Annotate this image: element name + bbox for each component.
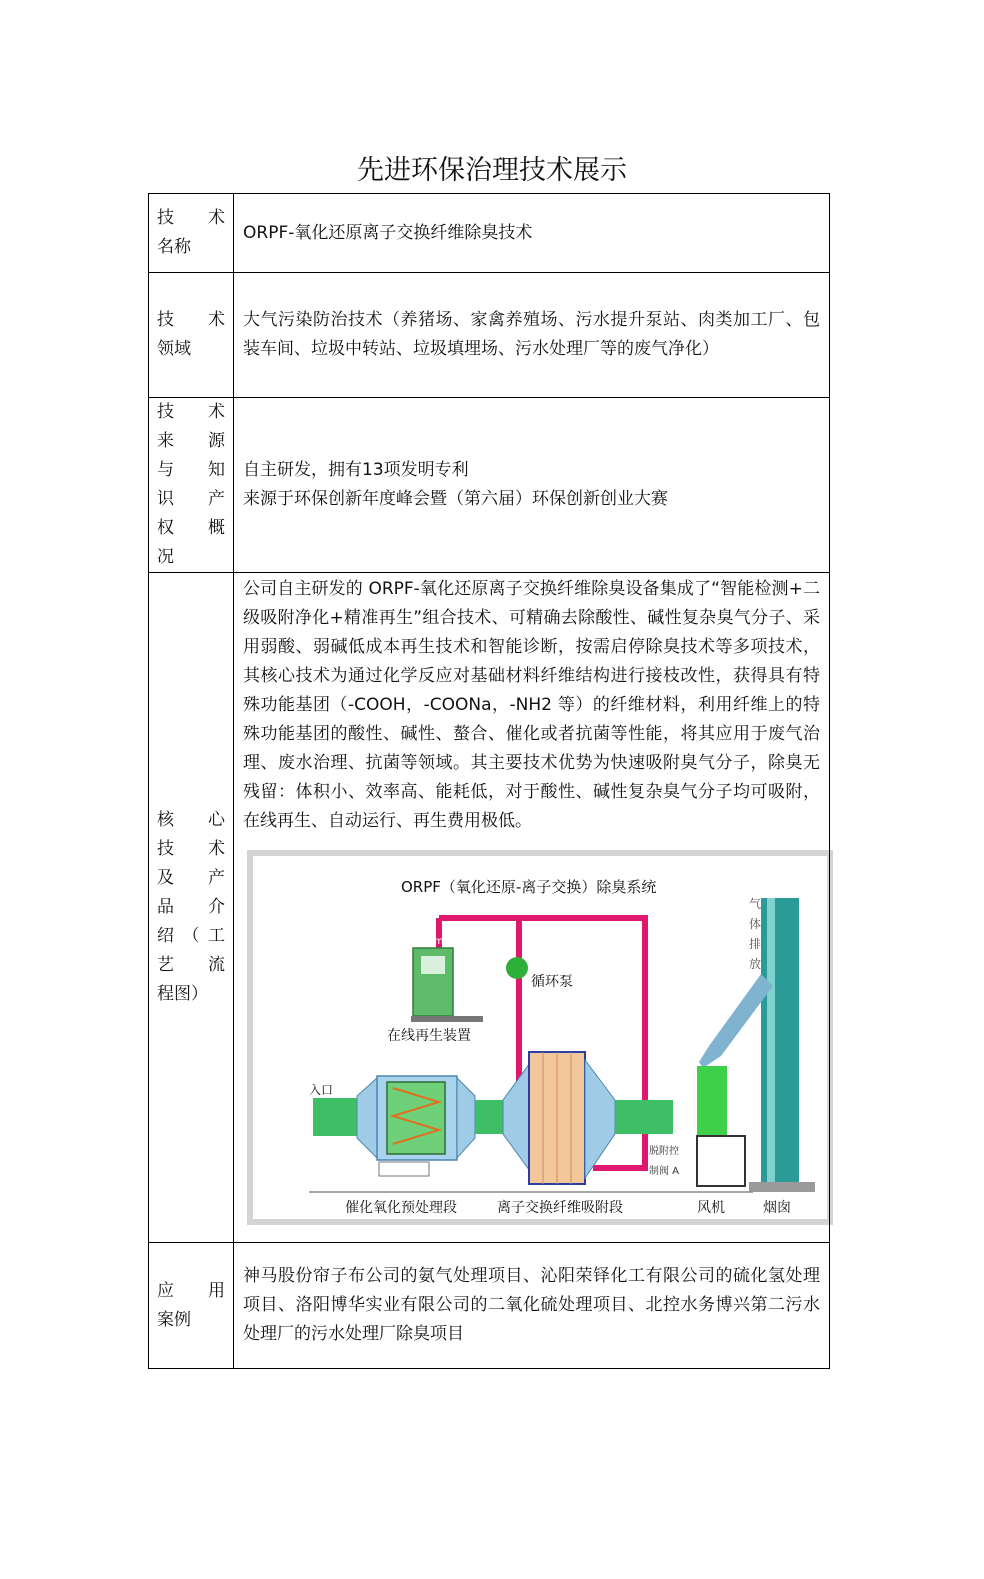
chimney-label: 烟囱	[763, 1200, 791, 1216]
tech-name-text: ORPF-氧化还原离子交换纤维除臭技术	[243, 222, 533, 243]
row-content-tech-field	[234, 273, 830, 398]
fan-label: 风机	[697, 1200, 725, 1216]
row-label-cases	[149, 1243, 234, 1369]
chimney-highlight	[767, 898, 775, 1190]
label-line: 品 介	[157, 897, 225, 917]
exhaust-label: 气	[749, 897, 762, 911]
outlet-duct	[615, 1100, 673, 1134]
table-row	[149, 573, 830, 1243]
stage-2-label: 离子交换纤维吸附段	[497, 1200, 623, 1216]
label-line: 况	[157, 547, 174, 567]
label-line: 与 知	[157, 460, 225, 480]
row-label-tech-source	[149, 398, 234, 573]
watermark: ye.com	[407, 936, 444, 947]
stage2-outlet-cone	[585, 1060, 615, 1178]
label-line: 技 术	[157, 208, 225, 228]
exhaust-label: 放	[749, 957, 762, 971]
row-content-cases	[234, 1243, 830, 1369]
table-row	[149, 273, 830, 398]
exhaust-label: 排	[749, 937, 762, 951]
label-line: 名称	[157, 237, 191, 257]
stage1-outlet-cone	[457, 1078, 475, 1158]
chimney-base	[749, 1182, 815, 1192]
label-line: 识 产	[157, 489, 225, 509]
tech-source-line: 自主研发，拥有13项发明专利	[243, 460, 469, 480]
table-row	[149, 398, 830, 573]
cases-text: 神马股份帘子布公司的氨气处理项目、沁阳荣铎化工有限公司的硫化氢处理项目、洛阳博华实业有限公司的二氧化硫处理项目、北控水务博兴第二污水处理厂的污水处理厂除臭项目	[243, 1266, 820, 1344]
row-content-core-tech	[234, 573, 830, 1243]
stage-connector	[475, 1100, 503, 1134]
regen-device-base	[411, 1016, 483, 1022]
tech-info-table	[148, 193, 830, 1369]
diagram-title: ORPF（氧化还原-离子交换）除臭系统	[401, 878, 657, 896]
tech-source-line: 来源于环保创新年度峰会暨（第六届）环保创新创业大赛	[243, 489, 668, 509]
stage-1-label: 催化氧化预处理段	[345, 1200, 457, 1216]
label-line: 权 概	[157, 518, 225, 538]
row-content-tech-source	[234, 398, 830, 573]
label-line: 技 术	[157, 839, 225, 859]
regen-device-screen	[421, 956, 445, 974]
valve-label: 制阀 A	[649, 1166, 680, 1177]
label-line: 技 术	[157, 310, 225, 330]
label-line: 及 产	[157, 868, 225, 888]
label-line: 应 用	[157, 1280, 225, 1301]
pump-label: 循环泵	[531, 974, 573, 990]
table-row	[149, 1243, 830, 1369]
row-label-tech-name	[149, 194, 234, 273]
valve-label: 脱附控	[649, 1146, 679, 1157]
label-line: 来 源	[157, 431, 225, 451]
label-line: 核 心	[157, 810, 225, 830]
inlet-duct	[313, 1098, 357, 1136]
stage1-support	[379, 1162, 429, 1176]
document-title: 先进环保治理技术展示	[357, 155, 627, 186]
row-content-tech-name	[234, 194, 830, 273]
row-label-core-tech	[149, 573, 234, 1243]
core-tech-description: 公司自主研发的 ORPF-氧化还原离子交换纤维除臭设备集成了“智能检测+二级吸附净化+精准再生”组合技术、可精确去除酸性、碱性复杂臭气分子、采用弱酸、弱碱低成本再生技术和智能诊断，按需启停除臭技术等多项技术，其核心技术为通过化学反应对基础材料纤维结构进行接枝改性，获得具有特殊功能基团（-COOH，-COONa，-NH2 等）的纤维材料，利用纤维上的特殊功能基团的酸性、碱性、螯合、催化或者抗菌等性能，将其应用于废气治理、废水治理、抗菌等领域。其主要技术优势为快速吸附臭气分子，除臭无残留：体积小、效率高、能耗低，对于酸性、碱性复杂臭气分子均可吸附，在线再生、自动运行、再生费用极低。	[243, 579, 820, 831]
process-flow-diagram	[247, 850, 833, 1225]
row-label-tech-field	[149, 273, 234, 398]
label-line: 绍（工	[157, 926, 225, 946]
label-line: 艺 流	[157, 955, 225, 975]
label-line: 技 术	[157, 402, 225, 422]
pump-icon	[506, 957, 528, 979]
fan-icon	[697, 1066, 727, 1136]
tech-field-text: 大气污染防治技术（养猪场、家禽养殖场、污水提升泵站、肉类加工厂、包装车间、垃圾中转站、垃圾填埋场、污水处理厂等的废气净化）	[243, 310, 820, 359]
fan-stand	[697, 1136, 745, 1186]
chimney-icon	[761, 898, 799, 1190]
inlet-label: 入口	[309, 1083, 334, 1097]
exhaust-label: 体	[749, 917, 762, 931]
label-line: 案例	[157, 1309, 191, 1330]
process-flow-svg	[253, 856, 827, 1219]
label-line: 领域	[157, 339, 191, 359]
regen-label: 在线再生装置	[387, 1028, 471, 1044]
stage1-inlet-cone	[357, 1078, 377, 1158]
table-row	[149, 194, 830, 273]
label-line: 程图）	[157, 984, 208, 1004]
